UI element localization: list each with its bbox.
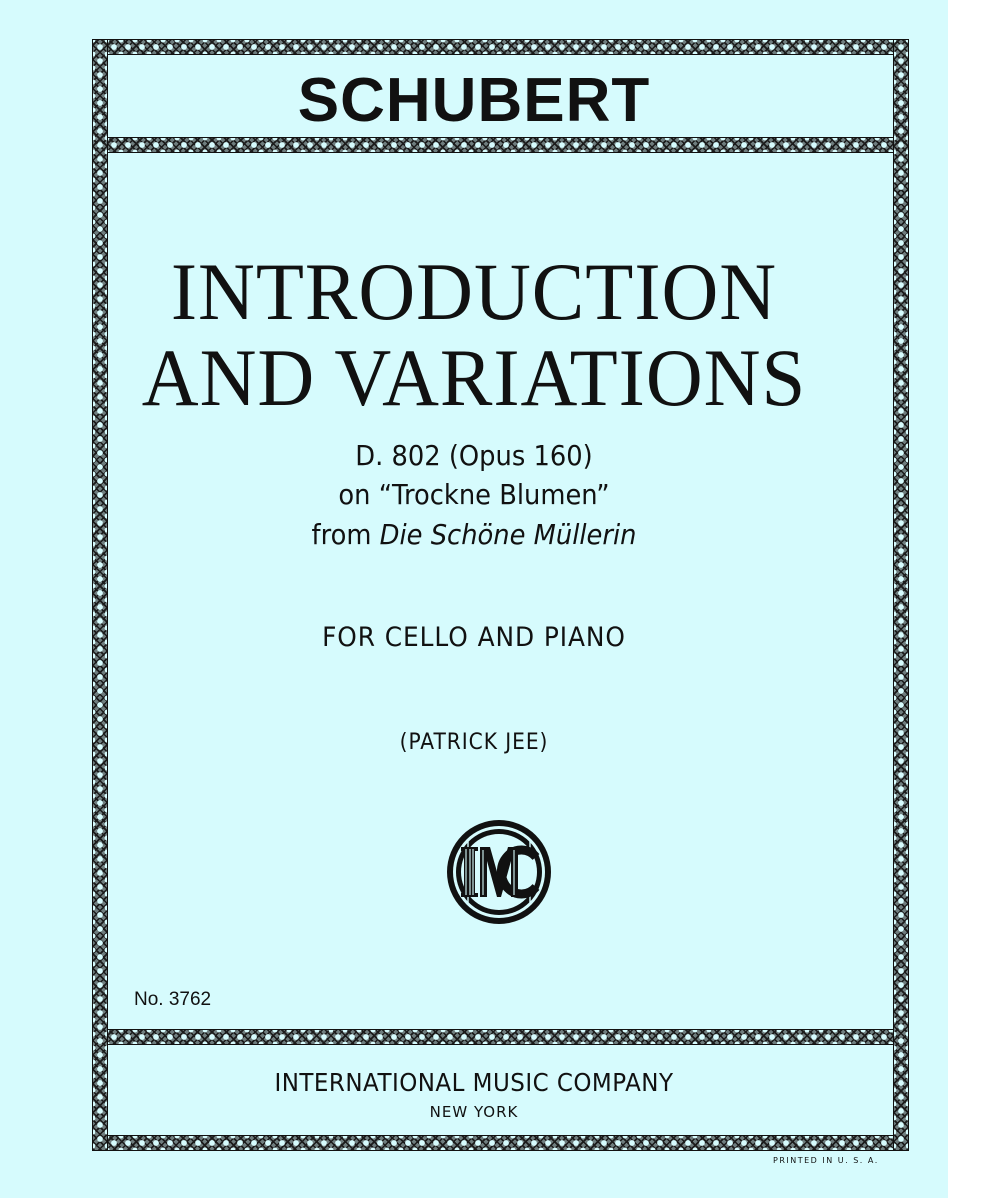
border-left [93, 40, 107, 1150]
publisher-city: NEW YORK [429, 1103, 519, 1121]
printed-in-notice: PRINTED IN U. S. A. [773, 1156, 879, 1165]
from-prefix: from [311, 518, 380, 551]
song-cycle-title: Die Schöne Müllerin [379, 518, 637, 551]
border-bottom [93, 1136, 908, 1150]
composer-name: SCHUBERT [297, 66, 651, 135]
title-line-2: AND VARIATIONS [141, 332, 807, 423]
border-top [93, 40, 908, 54]
catalog-designation: D. 802 (Opus 160) [355, 439, 593, 472]
publisher-name: INTERNATIONAL MUSIC COMPANY [274, 1068, 674, 1097]
catalog-number: No. 3762 [134, 989, 212, 1010]
border-right [894, 40, 908, 1150]
title-line-1: INTRODUCTION [170, 246, 778, 337]
instrumentation: FOR CELLO AND PIANO [322, 622, 626, 653]
song-reference: on “Trockne Blumen” [338, 478, 610, 511]
editor-credit: (PATRICK JEE) [399, 730, 549, 755]
border-divider-lower [93, 1030, 908, 1044]
song-cycle-line [38, 519, 910, 551]
border-divider-upper [93, 138, 908, 152]
imc-logo-icon [444, 817, 554, 927]
